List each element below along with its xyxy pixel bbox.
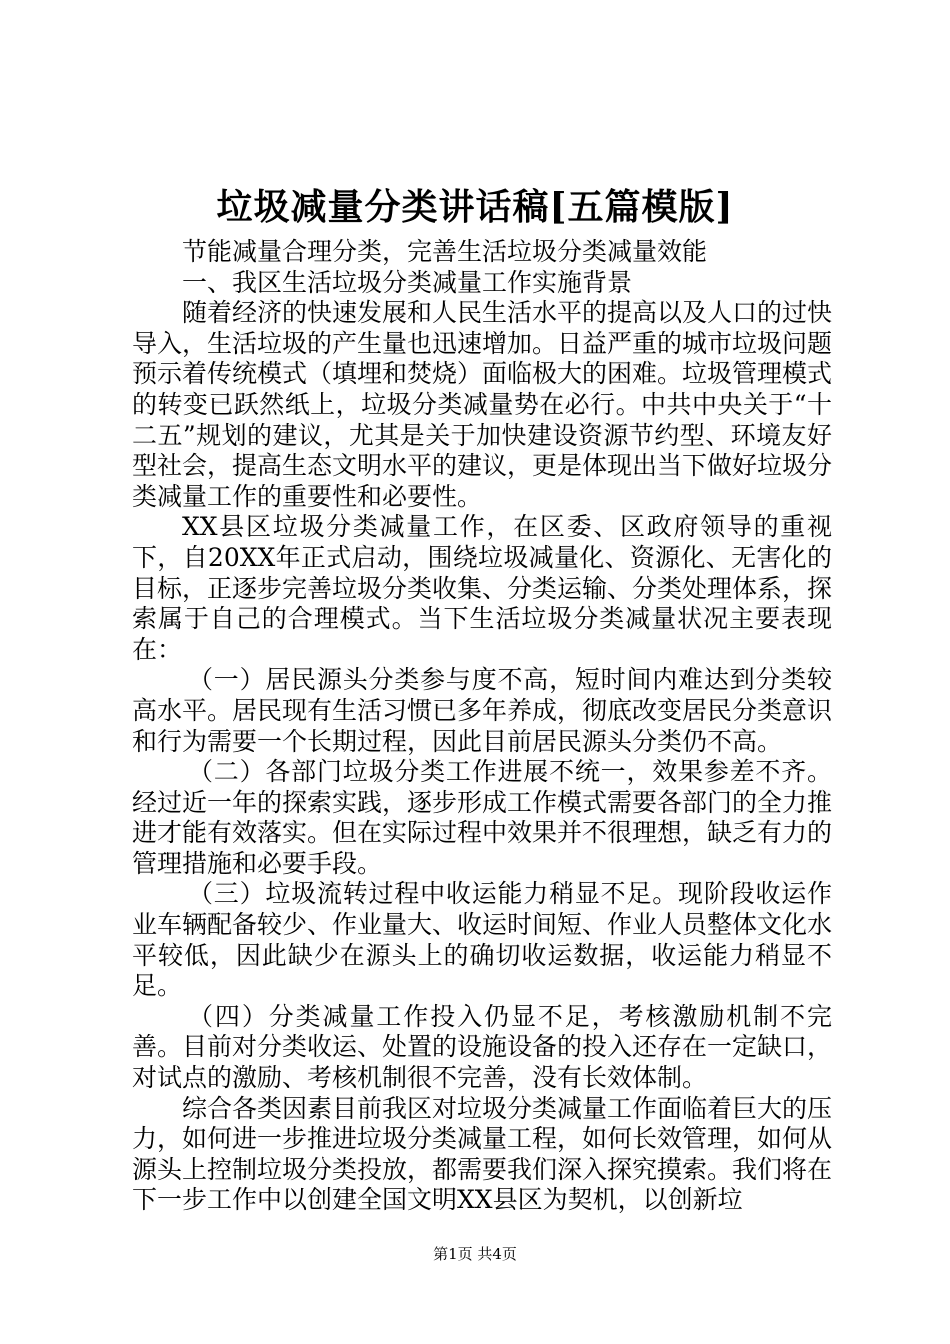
paragraph-section-heading: 一、我区生活垃圾分类减量工作实施背景 <box>182 267 633 297</box>
paragraph-item-4: （四）分类减量工作投入仍显不足，考核激励机制不完善。目前对分类收运、处置的设施设备的投入还存在一定缺口，对试点的激励、考核机制很不完善，没有长效体制。 <box>132 1001 833 1093</box>
paragraph-item-1: （一）居民源头分类参与度不高，短时间内难达到分类较高水平。居民现有生活习惯已多年养成，彻底改变居民分类意识和行为需要一个长期过程，因此目前居民源头分类仍不高。 <box>132 665 833 756</box>
paragraph-county-status: XX县区垃圾分类减量工作，在区委、区政府领导的重视下，自20XX年正式启动，围绕垃圾减量化、资源化、无害化的目标，正逐步完善垃圾分类收集、分类运输、分类处理体系，探索属于自己的合理模式。当下生活垃圾分类减量状况主要表现在： <box>132 512 833 664</box>
paragraph-item-3: （三）垃圾流转过程中收运能力稍显不足。现阶段收运作业车辆配备较少、作业量大、收运时间短、作业人员整体文化水平较低，因此缺少在源头上的确切收运数据，收运能力稍显不足。 <box>132 879 833 1001</box>
paragraph-background: 随着经济的快速发展和人民生活水平的提高以及人口的过快导入，生活垃圾的产生量也迅速增加。日益严重的城市垃圾问题预示着传统模式（填埋和焚烧）面临极大的困难。垃圾管理模式的转变已跃然纸上，垃圾分类减量势在必行。中共中央关于“十二五”规划的建议，尤其是关于加快建设资源节约型、环境友好型社会，提高生态文明水平的建议，更是体现出当下做好垃圾分类减量工作的重要性和必要性。 <box>132 298 833 511</box>
document-title: 垃圾减量分类讲话稿[五篇模版] <box>216 186 734 228</box>
paragraph-summary: 综合各类因素目前我区对垃圾分类减量工作面临着巨大的压力，如何进一步推进垃圾分类减量工程，如何长效管理，如何从源头上控制垃圾分类投放，都需要我们深入探究摸索。我们将在下一步工作中以创建全国文明XX县区为契机，以创新垃 <box>132 1093 833 1215</box>
document-body <box>132 237 832 1216</box>
paragraph-subtitle: 节能减量合理分类，完善生活垃圾分类减量效能 <box>182 237 708 266</box>
paragraph-item-2: （二）各部门垃圾分类工作进展不统一，效果参差不齐。经过近一年的探索实践，逐步形成工作模式需要各部门的全力推进才能有效落实。但在实际过程中效果并不很理想，缺乏有力的管理措施和必要手段。 <box>132 757 833 878</box>
page-footer: 第1页 共4页 <box>433 1245 517 1263</box>
